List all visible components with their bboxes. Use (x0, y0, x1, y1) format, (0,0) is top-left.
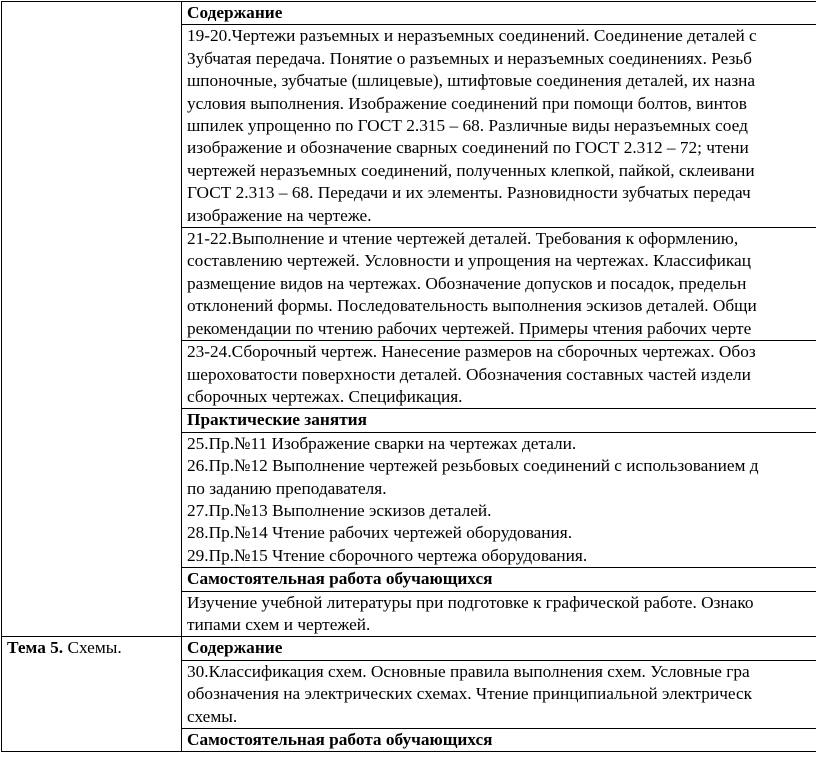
text-line: изображение и обозначение сварных соединений по ГОСТ 2.312 – 72; чтени (187, 138, 749, 158)
text-line: схемы. (187, 706, 238, 726)
lesson-cell-30 (182, 660, 816, 728)
text-line: типами схем и чертежей. (187, 614, 371, 634)
text-line: чертежей неразъемных соединений, полученных клепкой, пайкой, склеивани (187, 160, 755, 180)
content-header-cell (182, 2, 816, 25)
text-line: 23-24.Сборочный чертеж. Нанесение размеров на сборочных чертежах. Обоз (187, 342, 756, 362)
list-item: 27.Пр.№13 Выполнение эскизов деталей. (187, 500, 492, 520)
list-item: 26.Пр.№12 Выполнение чертежей резьбовых соединений с использованием д (187, 456, 759, 476)
text-line: шероховатости поверхности деталей. Обозначения составных частей издели (187, 364, 751, 384)
self-study-header-cell (182, 568, 816, 591)
text-line: шпоночные, зубчатые (шлицевые), штифтовые соединения деталей, их назна (187, 71, 756, 91)
topic-cell-5 (2, 637, 182, 752)
section-heading: Содержание (187, 3, 283, 22)
text-line: рекомендации по чтению рабочих чертежей. Примеры чтения рабочих черте (187, 318, 752, 338)
text-line: 19-20.Чертежи разъемных и неразъемных соединений. Соединение деталей с (187, 26, 757, 46)
lesson-cell-19-20 (182, 25, 816, 228)
list-item: 29.Пр.№15 Чтение сборочного чертежа оборудования. (187, 545, 588, 565)
text-line: условия выполнения. Изображение соединений при помощи болтов, винтов (187, 93, 747, 113)
content-header-cell (182, 637, 816, 660)
text-line: шпилек упрощенно по ГОСТ 2.315 – 68. Различные виды неразъемных соед (187, 116, 748, 136)
text-line: Зубчатая передача. Понятие о разъемных и неразъемных соединениях. Резьб (187, 48, 752, 68)
text-line: обозначения на электрических схемах. Чтение принципиальной электрическ (187, 684, 753, 704)
list-item: 28.Пр.№14 Чтение рабочих чертежей оборудования. (187, 523, 573, 543)
lesson-cell-21-22 (182, 228, 816, 341)
practice-header-cell (182, 409, 816, 432)
text-line: размещение видов на чертежах. Обозначение допусков и посадок, предельн (187, 273, 747, 293)
table-row (2, 2, 816, 25)
text-line: 21-22.Выполнение и чтение чертежей деталей. Требования к оформлению, (187, 229, 739, 249)
text-line: Изучение учебной литературы при подготовке к графической работе. Ознако (187, 592, 754, 612)
section-heading: Самостоятельная работа обучающихся (187, 730, 493, 749)
lesson-cell-23-24 (182, 341, 816, 409)
self-study-header-cell (182, 729, 816, 752)
text-line: ГОСТ 2.313 – 68. Передачи и их элементы. Разновидности зубчатых передач (187, 183, 751, 203)
text-line: 30.Классификация схем. Основные правила выполнения схем. Условные гра (187, 661, 750, 681)
self-study-cell (182, 591, 816, 637)
text-line: отклонений формы. Последовательность выполнения эскизов деталей. Общи (187, 296, 757, 316)
section-heading: Содержание (187, 638, 283, 658)
topic-title: Схемы. (63, 638, 122, 658)
curriculum-table (1, 1, 816, 752)
section-heading: Практические занятия (187, 410, 367, 430)
topic-cell-empty (2, 2, 182, 637)
text-line: составлению чертежей. Условности и упрощения на чертежах. Классификац (187, 251, 751, 271)
topic-number: Тема 5. (7, 638, 64, 658)
text-line: изображение на чертеже. (187, 205, 372, 225)
table-row (2, 637, 816, 660)
practice-list-cell (182, 432, 816, 567)
text-line: сборочных чертежах. Спецификация. (187, 386, 463, 406)
section-heading: Самостоятельная работа обучающихся (187, 569, 493, 589)
list-item: 25.Пр.№11 Изображение сварки на чертежах детали. (187, 433, 577, 453)
list-item: по заданию преподавателя. (187, 478, 387, 498)
